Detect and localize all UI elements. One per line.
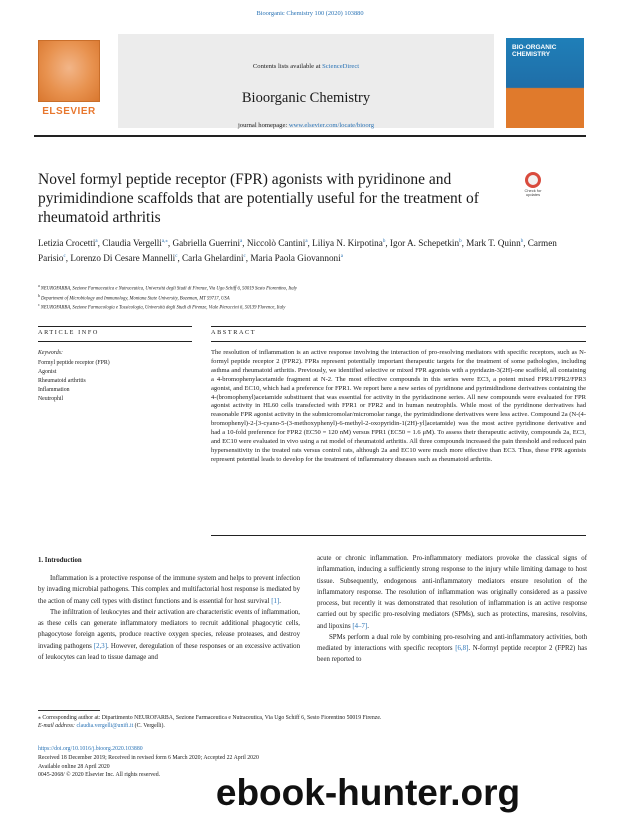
journal-title: Bioorganic Chemistry [241,90,371,106]
author-name: Maria Paola Giovannoni [250,252,341,263]
check-for-updates-badge[interactable] [520,172,546,208]
body-paragraph: The infiltration of leukocytes and their activation are characteristic events of inflammation, as these cells can generate inflammatory mediators to recruit additional phagocytic cells, phagocytose foreign agents, produce reactive oxygen species, release proteases, and destroy invading pathogens [2,3]. However, deregulation of these responses or an excessive activation of leukocytes can lead to tissue damage and [38,608,301,661]
citation-link[interactable]: [4–7] [352,622,368,630]
affiliation-text: NEUROFARBA, Sezione Farmacologia e Tossicologia, Università degli Studi di Firenze, Viale Pieraccini 6, 50139 Florence, Italy [40,305,286,311]
author-name: Carla Ghelardini [182,252,244,263]
keyword-item: Formyl peptide receptor (FPR) [38,360,110,366]
received-dates: Received 18 December 2019; Received in revised form 6 March 2020; Accepted 22 April 2020 [38,754,259,761]
header-divider [34,135,586,137]
affiliation-text: NEUROFARBA, Sezione Farmaceutica e Nutraceutica, Università degli Studi di Firenze, Via Ugo Schiff 6, 50019 Sesto Fiorentino, Italy [40,286,297,292]
email-suffix: (C. Vergelli). [133,723,165,730]
footnote-rule [38,710,100,711]
author-affiliation-mark[interactable]: a [95,238,98,244]
author-name: Mark T. Quinn [466,238,521,248]
corresponding-author-footnote [38,714,588,731]
citation-link[interactable]: [2,3] [93,642,108,650]
author-affiliation-mark[interactable]: a [240,238,243,244]
author-name: Lorenzo Di Cesare Mannelli [70,252,176,263]
abstract-heading: ABSTRACT [211,329,257,336]
citation-link[interactable]: [1] [271,597,280,605]
author-affiliation-mark[interactable]: a,⁎ [161,238,168,244]
elsevier-tree-icon [38,40,100,102]
author-list: Letizia Crocetti$^a$, Claudia Vergelli$^{a,⁎}$, Gabriella Guerrini$^a$, Niccolò Cantini$^a$, Liliya N. Kirpotina$^b$, Igor A. Schepetkin$^b$, Mark T. Quinn$^b$, Carmen Parisio$^c$, Lorenzo Di Cesare Mannelli$^c$, Carla Ghelardini$^c$, Maria Paola Giovannoni$^a$ [38,238,557,263]
footnote-text: ⁎ Corresponding author at: Dipartimento NEUROFARBA, Sezione Farmaceutica e Nutraceutica, Via Ugo Schiff 6, Sesto Fiorentino 50019 Firenze. [38,715,382,721]
affiliation-line [38,293,588,303]
affiliation-line [38,302,588,312]
author-affiliation-mark[interactable]: b [520,238,524,244]
affiliation-mark: b [38,293,41,298]
cover-text: BIO-ORGANIC CHEMISTRY [512,44,557,59]
check-updates-icon [525,172,541,188]
author-name: Letizia Crocetti [38,238,96,248]
email-link[interactable]: claudia.vergelli@unifi.it [76,723,134,730]
introduction-heading: 1. Introduction [38,557,82,564]
affiliation-mark: c [38,303,41,308]
article-info-rule [38,326,192,327]
body-column-right [317,553,587,666]
article-info-subrule [38,341,192,342]
copyright: 0045-2068/ © 2020 Elsevier Inc. All rights reserved. [38,772,161,779]
author-affiliation-mark[interactable]: a [340,253,343,259]
keyword-item: Rheumatoid arthritis [38,377,86,384]
contents-line [118,63,494,70]
elsevier-logo [38,40,100,122]
email-line [38,722,588,730]
sciencedirect-link[interactable]: ScienceDirect [322,63,360,70]
abstract-end-rule [211,535,586,536]
author-name: Carmen Parisio [38,238,557,263]
author-name: Liliya N. Kirpotina [312,238,383,248]
keyword-item: Inflammation [38,386,70,393]
affiliation-line [38,283,588,293]
body-column-left [38,573,300,663]
homepage-link[interactable]: www.elsevier.com/locate/bioorg [288,122,375,129]
author-affiliation-mark[interactable]: c [243,253,246,259]
author-name: Igor A. Schepetkin [389,238,460,248]
journal-reference-link[interactable]: Bioorganic Chemistry 100 (2020) 103880 [256,10,364,17]
article-info-heading: ARTICLE INFO [38,329,99,336]
check-updates-label: Check for updates [524,188,542,198]
author-affiliation-mark[interactable]: c [175,253,178,259]
journal-header-box [118,34,494,128]
author-affiliation-mark[interactable]: b [382,238,386,244]
keyword-item: Agonist [38,368,57,375]
author-name: Gabriella Guerrini [172,238,241,248]
affiliation-mark: a [38,284,41,288]
author-name: Claudia Vergelli [102,238,162,248]
journal-cover-image [506,38,584,128]
author-name: Niccolò Cantini [246,238,306,248]
author-affiliation-mark[interactable]: b [459,238,462,244]
article-title: Novel formyl peptide receptor (FPR) agonists with pyridinone and pyrimidindione scaffolds that are potentially useful for the treatment of rheumatoid arthritis [38,171,479,226]
affiliation-text: Department of Microbiology and Immunology, Montana State University, Bozeman, MT 59717, USA [40,296,230,302]
abstract-text: The resolution of inflammation is an active response involving the interaction of pro-resolving mediators with specific receptors, such as N-formyl peptide receptor 2 (FPR2). FPRs represent potentially important therapeutic targets for the treatment of some pathologies, including asthma and rheumatoid arthritis. Previously, we identified selective or mixed FPR agonists with a pyridazin-3(2H)-one scaffold, all containing a 4-bromophenylacetamide fragment at N-2. The most effective compounds in this series were EC3, a potent mixed FPR1/FPR2/FPR3 agonist, and EC10, which had a preference for FPR1. We report here a new series of pyridinone and pyrimidindione derivatives containing the 4-(bromophenyl)acetamide substituent that was essential for activity in the pyridazinone series. All new compounds were evaluated for FPR agonist activity in HL60 cells transfected with FPR1 or FPR2 and in human neutrophils. While most of the pyridinone derivatives had reasonable FPR agonist activity in the submicromolar/micromolar range, the pyrimidindione derivatives were less active. Compound 2a (N-(4-bromophenyl)-2-[3-cyano-5-(3-methoxyphenyl)-6-methyl-2-oxopyridin-1(2H)-yl]acetamide) was the most active pyridinone derivative and had a 10-fold preference for FPR2 (EC50 = 120 nM) versus FPR1 (EC50 = 1.6 μM). To assess their therapeutic activity, compounds 2a, EC3, and EC10 were evaluated in vivo using a rat model of rheumatoid arthritis. All three compounds increased the pain threshold and reduced pain hypersensitivity in the treated rats versus control rats, although 2a and EC10 were much more effective than EC3. Thus, these FPR agonists represent potential leads to develop for the treatment of inflammatory diseases such as rheumatoid arthritis. [211,349,586,463]
available-online: Available online 28 April 2020 [38,763,110,770]
affiliation-list [38,283,588,312]
author-affiliation-mark[interactable]: a [305,238,308,244]
homepage-prefix: journal homepage: [237,122,289,129]
email-label: E-mail address: [38,723,77,730]
doi-link[interactable]: https://doi.org/10.1016/j.bioorg.2020.103880 [38,746,143,752]
body-paragraph: SPMs perform a dual role by combining pro-resolving and anti-inflammatory activities, both mediated by interactions with specific receptors [6,8]. N-formyl peptide receptor 2 (FPR2) has been reported to [317,633,587,664]
keywords-list [38,359,110,404]
body-paragraph: acute or chronic inflammation. Pro-inflammatory mediators provoke the classical signs of inflammation, inducing a sufficiently strong response to the injury while limiting damage to host tissue. Subsequently, endogenous anti-inflammatory mediators ensure resolution of the inflammatory response. The resolution of inflammation was originally considered as a passive process, but recently it was demonstrated that resolution of inflammation is an active response carried out by specific pro-resolving mediators (SPMs), such as protectins, maresins, resolvins, and lipoxins [4–7]. [317,555,587,630]
abstract-subrule [211,341,586,342]
keywords-label: Keywords: [38,350,63,356]
elsevier-wordmark: ELSEVIER [42,106,96,117]
citation-link[interactable]: [6,8] [455,645,469,652]
abstract-rule [211,326,586,327]
body-paragraph: Inflammation is a protective response of the immune system and helps to prevent infection by invading microbial pathogens. This complex and multifactorial host response is mediated by the action of many cell types with distinct functions and is essential for host survival [1]. [38,575,300,605]
homepage-line [118,122,494,129]
contents-prefix: Contents lists available at [252,63,323,70]
author-affiliation-mark[interactable]: c [63,253,66,259]
keyword-item: Neutrophil [38,395,64,402]
watermark-text: ebook-hunter.org [215,772,521,813]
